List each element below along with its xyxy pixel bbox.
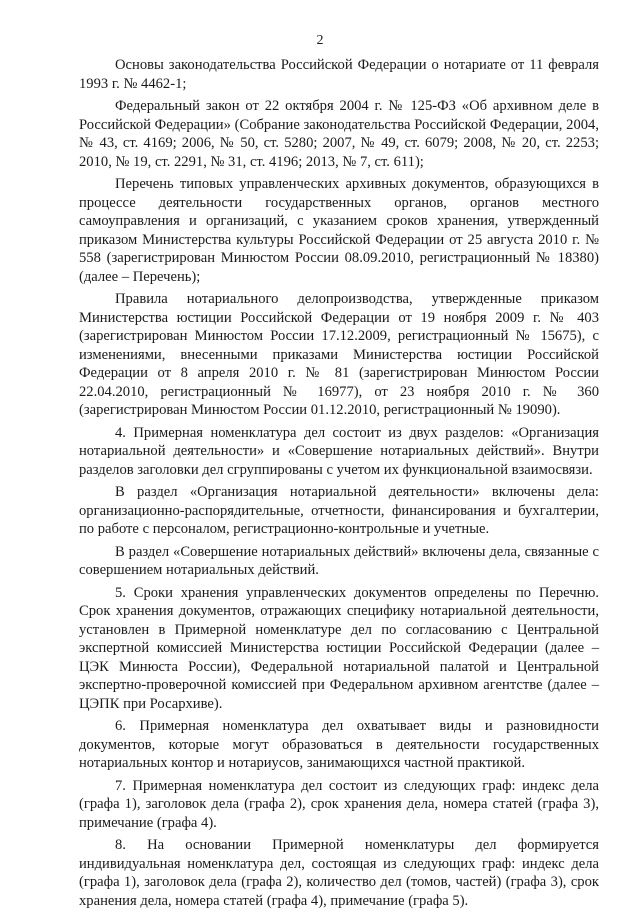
paragraph-item-6: 6. Примерная номенклатура дел охватывает виды и разновидности документов, которые могут образоваться в деятельности государственных нотариальных контор и нотариусов, занимающихся частной практикой. [79, 718, 599, 771]
paragraph-notary-records-rules: Правила нотариального делопроизводства, утвержденные приказом Министерства юстиции Российской Федерации от 19 ноября 2009 г. № 403 (зарегистрирован Минюстом России 17.12.2009, регистрационный № 15675), с изменениями, внесенными приказами Министерства юстиции Российской Федерации от 8 апреля 2010 г. № 81 (зарегистрирован Минюстом России 22.04.2010, регистрационный № 16977), от 23 ноября 2010 г. № 360 (зарегистрирован Минюстом России 01.12.2010, регистрационный № 19090). [79, 291, 599, 418]
page-number: 2 [316, 33, 324, 48]
paragraph-documents-list: Перечень типовых управленческих архивных документов, образующихся в процессе деятельности государственных органов, органов местного самоуправления и организаций, с указанием сроков хранения, утвержденный приказом Министерства культуры Российской Федерации от 25 августа 2010 г. № 558 (зарегистрирован Минюстом России 08.09.2010, регистрационный № 18380) (далее – Перечень); [79, 176, 599, 285]
paragraph-item-5: 5. Сроки хранения управленческих документов определены по Перечню. Срок хранения документов, отражающих специфику нотариальной деятельности, установлен в Примерной номенклатуре дел по согласованию с Центральной экспертной комиссией Министерства юстиции Российской Федерации (далее – ЦЭК Минюста России), Федеральной нотариальной палатой и Центральной экспертно-проверочной комиссией при Федеральном архивном агентстве (далее – ЦЭПК при Росархиве). [79, 584, 599, 712]
paragraph-item-7: 7. Примерная номенклатура дел состоит из следующих граф: индекс дела (графа 1), заголовок дела (графа 2), срок хранения дела, номера статей (графа 3), примечание (графа 4). [79, 777, 599, 831]
paragraph-notary-law: Основы законодательства Российской Федерации о нотариате от 11 февраля 1993 г. № 4462-1; [79, 57, 599, 92]
paragraph-archive-law: Федеральный закон от 22 октября 2004 г. № 125-ФЗ «Об архивном деле в Российской Федерации» (Собрание законодательства Российской Федерации, 2004, № 43, ст. 4169; 2006, № 50, ст. 5280; 2007, № 49, ст. 6079; 2008, № 20, ст. 2253; 2010, № 19, ст. 2291, № 31, ст. 4196; 2013, № 7, ст. 611); [79, 98, 599, 170]
paragraph-section-organization: В раздел «Организация нотариальной деятельности» включены дела: организационно-распорядительные, отчетности, финансирования и бухгалтерии, по работе с персоналом, регистрационно-контрольные и учетные. [79, 484, 599, 537]
document-body [79, 56, 599, 914]
paragraph-item-4: 4. Примерная номенклатура дел состоит из двух разделов: «Организация нотариальной деятельности» и «Совершение нотариальных действий». Внутри разделов заголовки дел сгруппированы с учетом их функциональной взаимосвязи. [79, 424, 599, 478]
paragraph-item-8: 8. На основании Примерной номенклатуры дел формируется индивидуальная номенклатура дел, состоящая из следующих граф: индекс дела (графа 1), заголовок дела (графа 2), количество дел (томов, частей) (графа 3), срок хранения дела, номера статей (графа 4), примечание (графа 5). [79, 837, 599, 909]
paragraph-section-actions: В раздел «Совершение нотариальных действий» включены дела, связанные с совершением нотариальных действий. [79, 543, 599, 578]
